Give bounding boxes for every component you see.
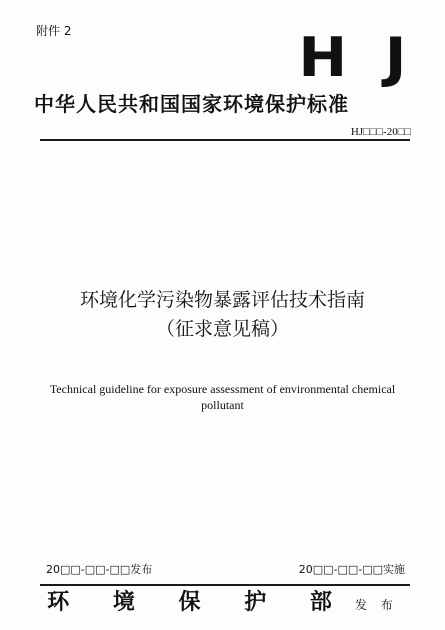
english-title: Technical guideline for exposure assessment of environmental chemical pollutant (49, 382, 396, 412)
attachment-label: 附件 2 (36, 24, 72, 38)
standard-code-logo: H J (298, 26, 415, 89)
issuer-line (0, 589, 445, 619)
bottom-divider (40, 584, 410, 586)
chinese-title-line-2: （征求意见稿） (155, 318, 289, 340)
standard-number: HJ□□□-20□□ (350, 126, 411, 138)
top-divider (40, 139, 410, 141)
effective-date: 20□□-□□-□□实施 (298, 563, 405, 576)
issuer-name: 环 境 保 护 部 (47, 590, 350, 615)
issuer-suffix: 发 布 (354, 598, 398, 612)
chinese-title-line-1: 环境化学污染物暴露评估技术指南 (79, 289, 365, 311)
release-date: 20□□-□□-□□发布 (46, 563, 153, 576)
standard-category-title: 中华人民共和国国家环境保护标准 (34, 92, 349, 116)
